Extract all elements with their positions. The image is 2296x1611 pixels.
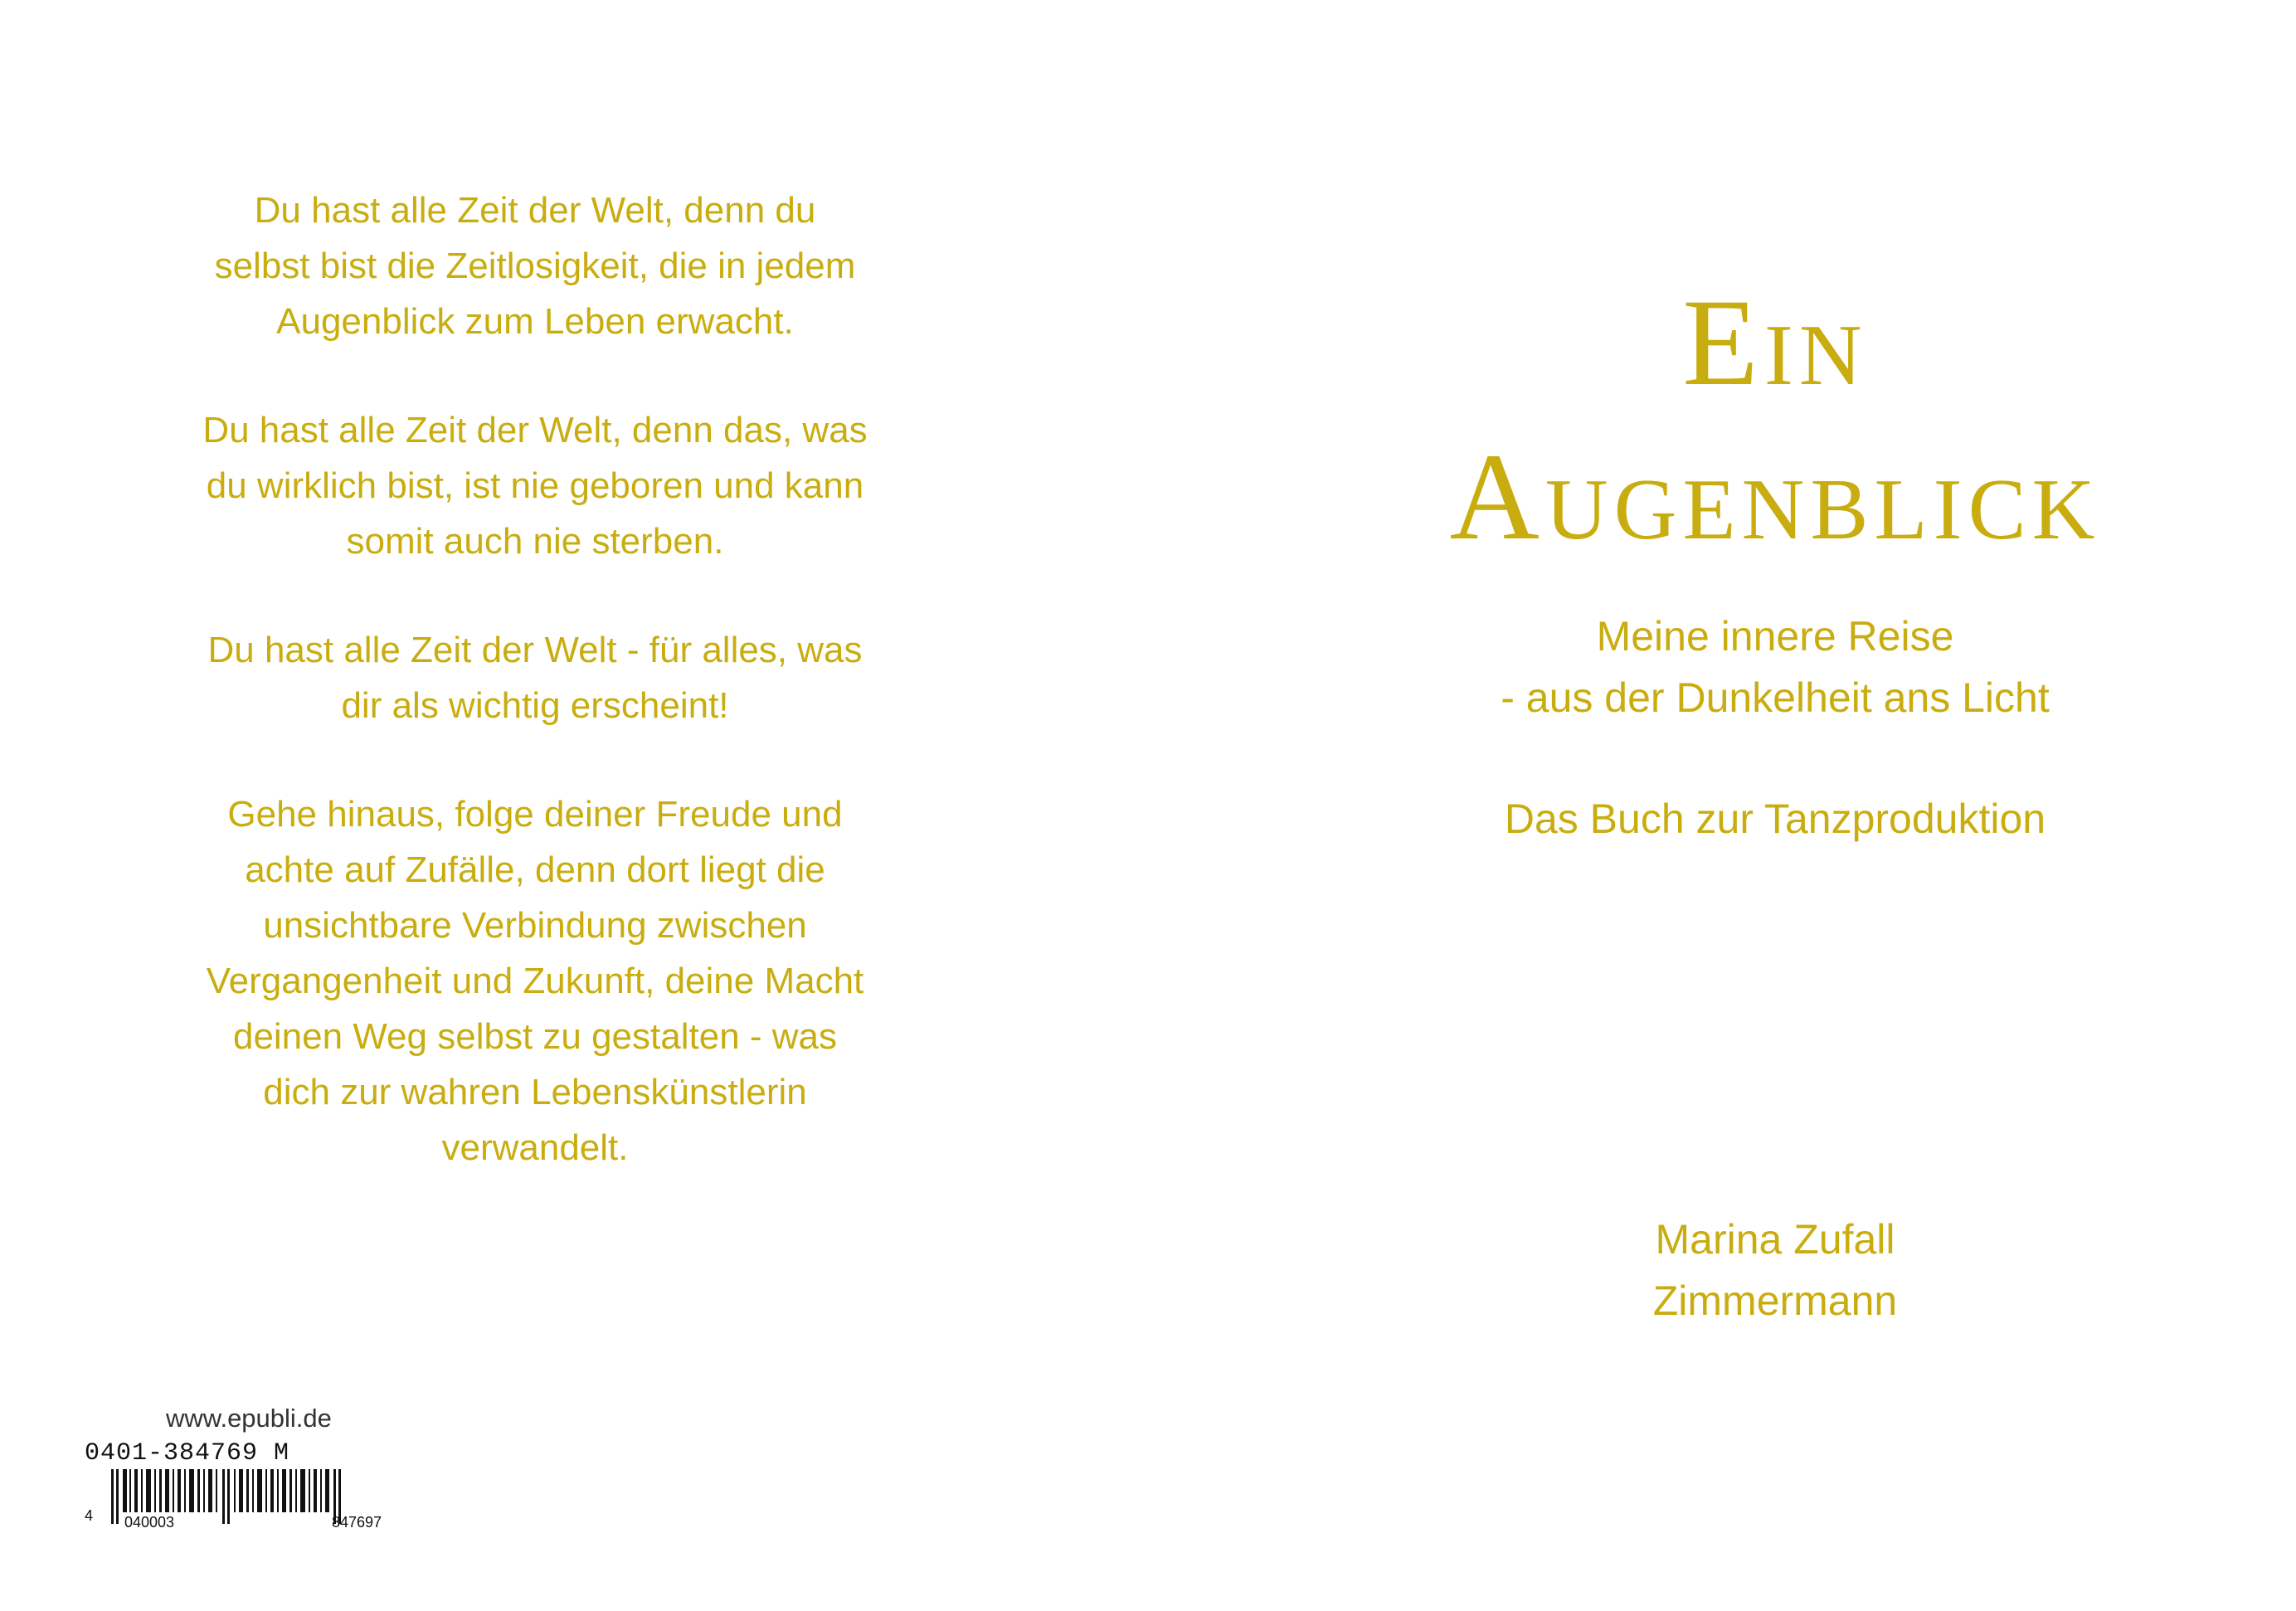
back-paragraph-3 (124, 622, 946, 733)
text-line: unsichtbare Verbindung zwischen (263, 905, 807, 946)
barcode-digits-left: 040003 (124, 1514, 175, 1531)
back-paragraph-1 (124, 183, 946, 349)
text-line: verwandelt. (441, 1127, 629, 1168)
book-subtitle (1360, 606, 2190, 728)
production-note: Das Buch zur Tanzproduktion (1504, 796, 2046, 842)
text-line: Du hast alle Zeit der Welt - für alles, was (207, 630, 863, 670)
author-line-1: Marina Zufall (1655, 1216, 1895, 1263)
author-line-2: Zimmermann (1652, 1278, 1898, 1324)
text-line: somit auch nie sterben. (346, 521, 724, 562)
subtitle-line-1: Meine innere Reise (1596, 613, 1954, 659)
barcode-lead-digit: 4 (85, 1507, 94, 1524)
title-line-2: Augenblick (1449, 428, 2101, 566)
barcode-digits-right: 847697 (332, 1514, 382, 1531)
subtitle-line-2: - aus der Dunkelheit ans Licht (1501, 674, 2050, 721)
text-line: Gehe hinaus, folge deiner Freude und (227, 794, 843, 835)
book-title (1360, 265, 2190, 574)
text-line: Vergangenheit und Zukunft, deine Macht (206, 961, 864, 1001)
text-line: dich zur wahren Lebenskünstlerin (263, 1072, 807, 1112)
text-line: deinen Weg selbst zu gestalten - was (232, 1016, 838, 1057)
text-line: achte auf Zufälle, denn dort liegt die (245, 849, 825, 890)
back-paragraph-4 (124, 786, 946, 1175)
back-cover-text (124, 183, 946, 1229)
text-line: du wirklich bist, ist nie geboren und kann (206, 465, 864, 506)
author-name (1360, 1209, 2190, 1331)
barcode-top-code: 0401-384769 M (85, 1439, 290, 1467)
text-line: Du hast alle Zeit der Welt, denn das, was (202, 410, 868, 450)
publisher-url: www.epubli.de (166, 1404, 332, 1433)
front-cover (1360, 265, 2190, 849)
back-paragraph-2 (124, 402, 946, 569)
text-line: dir als wichtig erscheint! (341, 685, 729, 726)
barcode (85, 1441, 450, 1532)
text-line: Du hast alle Zeit der Welt, denn du (254, 190, 816, 231)
text-line: Augenblick zum Leben erwacht. (276, 301, 794, 342)
title-line-1: Ein (1682, 274, 1868, 411)
text-line: selbst bist die Zeitlosigkeit, die in jedem (214, 246, 856, 286)
